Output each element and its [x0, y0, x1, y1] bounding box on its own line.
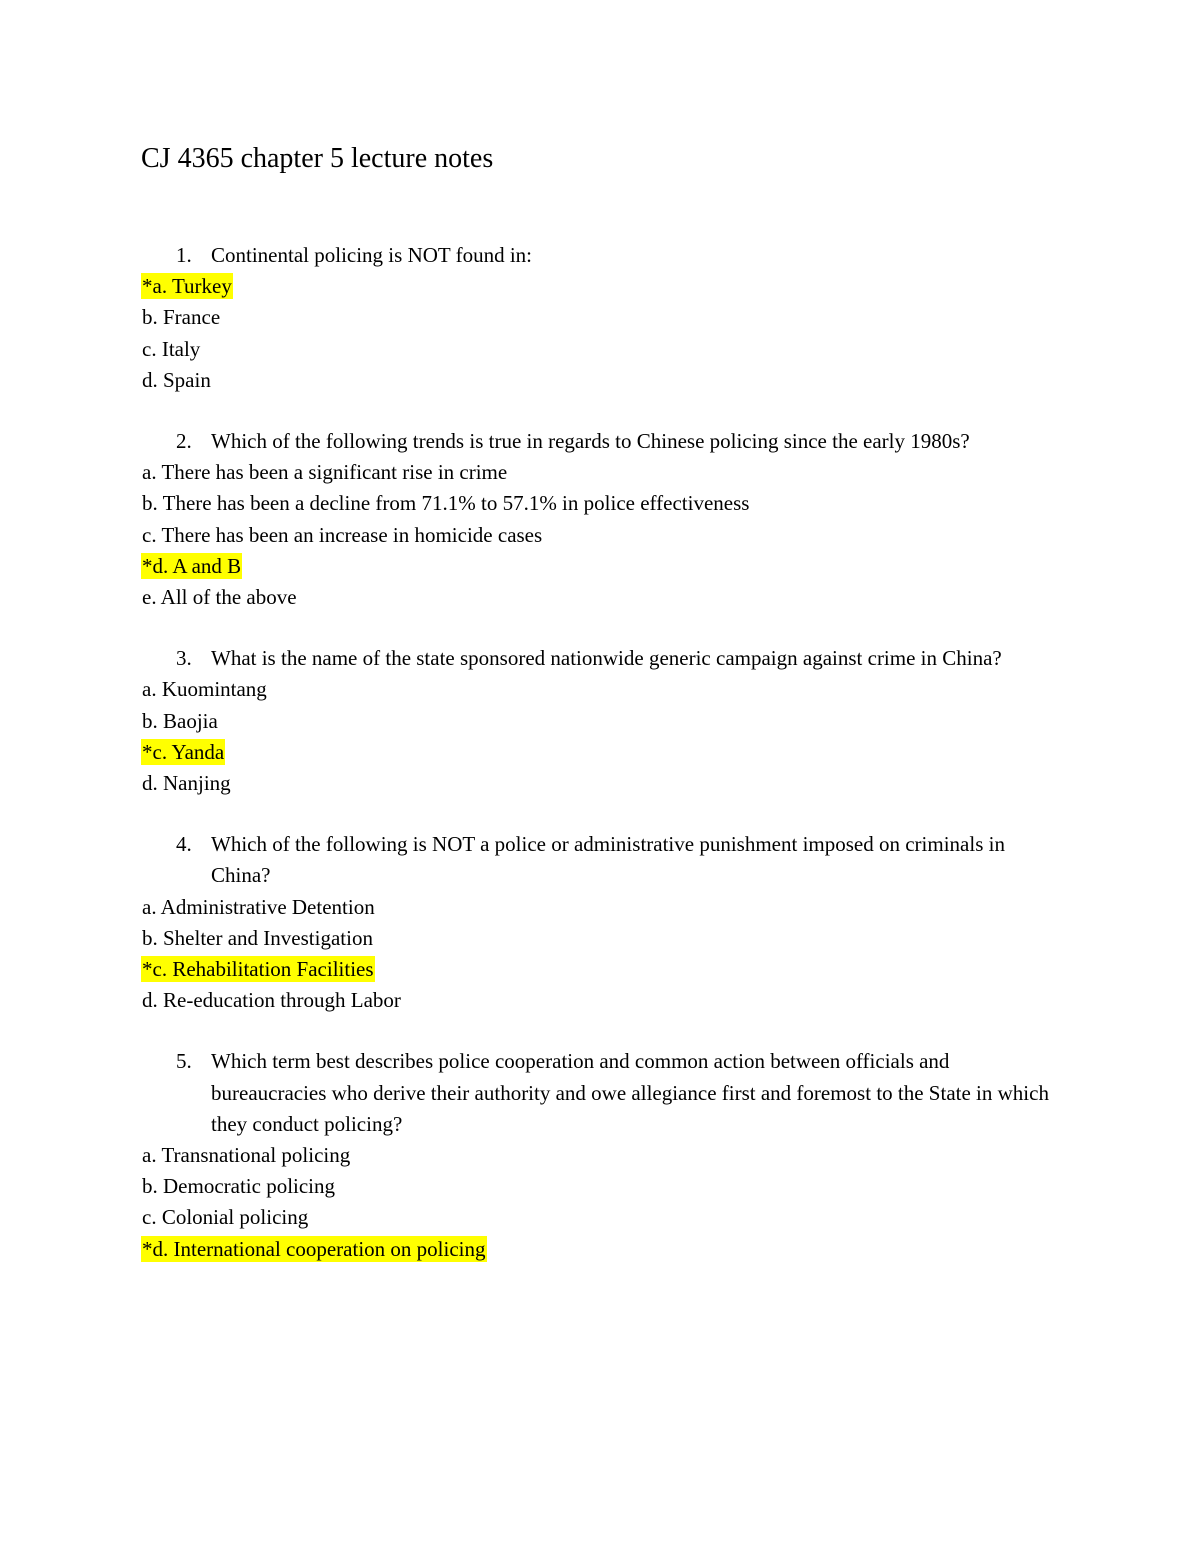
spacer: [141, 1016, 1061, 1046]
question-text: Which of the following is NOT a police or administrative punishment imposed on criminals in China?: [211, 832, 1005, 888]
answer-label: b. Baojia: [142, 708, 218, 733]
answer-option-correct: [141, 1234, 1061, 1265]
answer-option: [141, 334, 1061, 365]
question-number: 1.: [176, 243, 192, 267]
answer-label: b. Shelter and Investigation: [142, 925, 373, 950]
question-text: Which term best describes police cooperation and common action between officials and bureaucracies who derive their authority and owe allegiance first and foremost to the State in which they conduct policing?: [211, 1049, 1049, 1136]
answer-label: *a. Turkey: [142, 274, 232, 299]
answer-option: [141, 1202, 1061, 1233]
answer-option: [141, 582, 1061, 613]
answer-label: c. Italy: [142, 336, 201, 361]
answer-label: c. Colonial policing: [142, 1205, 309, 1230]
answer-option: [141, 674, 1061, 705]
answer-label: d. Nanjing: [142, 771, 231, 796]
answer-option-correct: [141, 271, 1061, 302]
question-number: 5.: [176, 1049, 192, 1074]
question-text: Which of the following trends is true in regards to Chinese policing since the early 1980s?: [211, 429, 970, 454]
answer-option: [141, 768, 1061, 799]
answer-option-correct: [141, 551, 1061, 582]
document-title: CJ 4365 chapter 5 lecture notes: [141, 143, 494, 174]
answer-option: [141, 1171, 1061, 1202]
spacer: [141, 799, 1061, 829]
question-4: [176, 829, 1061, 891]
answer-option: [141, 457, 1061, 488]
answer-label: a. Administrative Detention: [142, 894, 375, 919]
answer-label: d. Spain: [142, 367, 211, 392]
answer-label: b. France: [142, 305, 221, 330]
answer-label: a. Kuomintang: [142, 677, 267, 702]
question-text: Continental policing is NOT found in:: [211, 243, 533, 267]
question-number: 3.: [176, 646, 192, 671]
answer-option: [141, 892, 1061, 923]
answer-option-correct: [141, 737, 1061, 768]
answer-option: [141, 520, 1061, 551]
spacer: [141, 396, 1061, 426]
answer-label: a. Transnational policing: [142, 1143, 351, 1168]
question-2: [176, 426, 1061, 457]
question-number: 2.: [176, 429, 192, 454]
answer-label: *c. Rehabilitation Facilities: [142, 957, 374, 982]
answer-label: b. Democratic policing: [142, 1174, 336, 1199]
spacer: [141, 613, 1061, 643]
answer-option: [141, 706, 1061, 737]
answer-label: c. There has been an increase in homicide cases: [142, 522, 543, 547]
question-5: [176, 1046, 1061, 1140]
answer-option: [141, 488, 1061, 519]
answer-label: a. There has been a significant rise in crime: [142, 460, 508, 485]
answer-option: [141, 365, 1061, 396]
question-list: [141, 240, 1061, 1265]
question-1: [176, 240, 1061, 271]
question-number: 4.: [176, 832, 192, 857]
answer-label: *d. International cooperation on policing: [142, 1236, 486, 1261]
answer-label: *d. A and B: [142, 553, 242, 578]
answer-option-correct: [141, 954, 1061, 985]
question-text: What is the name of the state sponsored nationwide generic campaign against crime in China?: [211, 646, 1002, 671]
answer-label: e. All of the above: [142, 585, 297, 610]
answer-label: *c. Yanda: [142, 739, 225, 764]
answer-label: b. There has been a decline from 71.1% to 57.1% in police effectiveness: [142, 491, 750, 516]
answer-option: [141, 1140, 1061, 1171]
answer-label: d. Re-education through Labor: [142, 988, 401, 1013]
answer-option: [141, 923, 1061, 954]
answer-option: [141, 302, 1061, 333]
question-3: [176, 643, 1061, 674]
answer-option: [141, 985, 1061, 1016]
